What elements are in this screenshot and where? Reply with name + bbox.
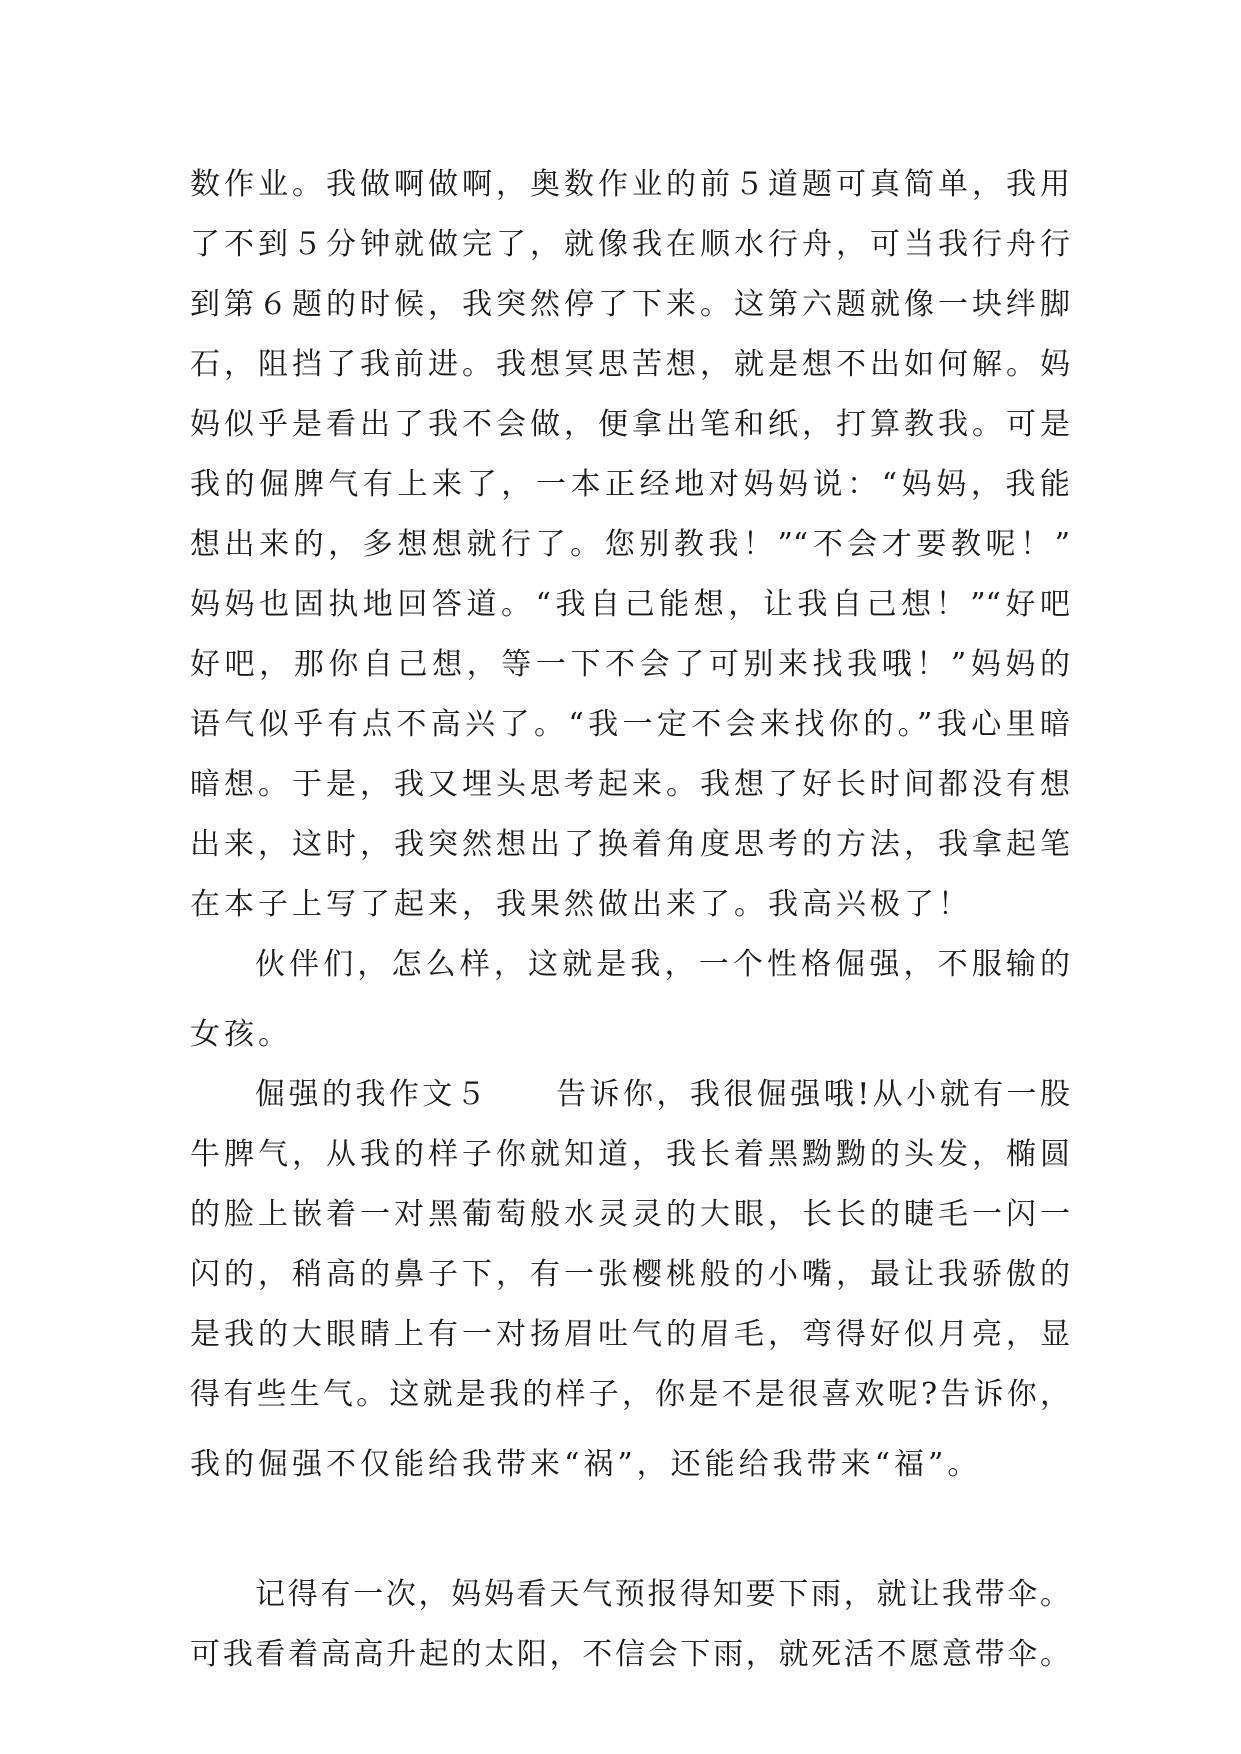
text-line: 好吧，那你自己想，等一下不会了可别来找我哦！”妈妈的 — [190, 647, 1070, 682]
text-line-indented: 记得有一次，妈妈看天气预报得知要下雨，就让我带伞。 — [255, 1577, 1070, 1612]
text-line: 的脸上嵌着一对黑葡萄般水灵灵的大眼，长长的睫毛一闪一 — [190, 1197, 1070, 1232]
text-line: 妈妈也固执地回答道。“我自己能想，让我自己想！”“好吧 — [190, 587, 1070, 622]
text-line: 语气似乎有点不高兴了。“我一定不会来找你的。”我心里暗 — [190, 707, 1070, 742]
text-line: 我的倔强不仅能给我带来“祸”，还能给我带来“福”。 — [190, 1447, 982, 1482]
text-line: 我的倔脾气有上来了，一本正经地对妈妈说：“妈妈，我能 — [190, 467, 1070, 502]
text-line: 数作业。我做啊做啊，奥数作业的前５道题可真简单，我用 — [190, 167, 1070, 202]
text-line: 在本子上写了起来，我果然做出来了。我高兴极了！ — [190, 887, 972, 922]
text-line-indented: 伙伴们，怎么样，这就是我，一个性格倔强，不服输的 — [255, 947, 1070, 982]
text-line: 可我看着高高升起的太阳，不信会下雨，就死活不愿意带伞。 — [190, 1637, 1070, 1672]
text-line: 石，阻挡了我前进。我想冥思苦想，就是想不出如何解。妈 — [190, 347, 1070, 382]
text-line: 想出来的，多想想就行了。您别教我！”“不会才要教呢！” — [190, 527, 1070, 562]
essay-title-line: 倔强的我作文５ 告诉你，我很倔强哦!从小就有一股 — [255, 1077, 1070, 1112]
text-line: 得有些生气。这就是我的样子，你是不是很喜欢呢?告诉你， — [190, 1377, 1070, 1412]
text-line: 出来，这时，我突然想出了换着角度思考的方法，我拿起笔 — [190, 827, 1070, 862]
text-line: 到第６题的时候，我突然停了下来。这第六题就像一块绊脚 — [190, 287, 1070, 322]
text-line: 牛脾气，从我的样子你就知道，我长着黑黝黝的头发，椭圆 — [190, 1137, 1070, 1172]
text-line: 了不到５分钟就做完了，就像我在顺水行舟，可当我行舟行 — [190, 227, 1070, 262]
text-line: 暗想。于是，我又埋头思考起来。我想了好长时间都没有想 — [190, 767, 1070, 802]
text-line: 女孩。 — [190, 1017, 292, 1052]
text-line: 妈似乎是看出了我不会做，便拿出笔和纸，打算教我。可是 — [190, 407, 1070, 442]
text-line: 是我的大眼睛上有一对扬眉吐气的眉毛，弯得好似月亮，显 — [190, 1317, 1070, 1352]
text-line: 闪的，稍高的鼻子下，有一张樱桃般的小嘴，最让我骄傲的 — [190, 1257, 1070, 1292]
